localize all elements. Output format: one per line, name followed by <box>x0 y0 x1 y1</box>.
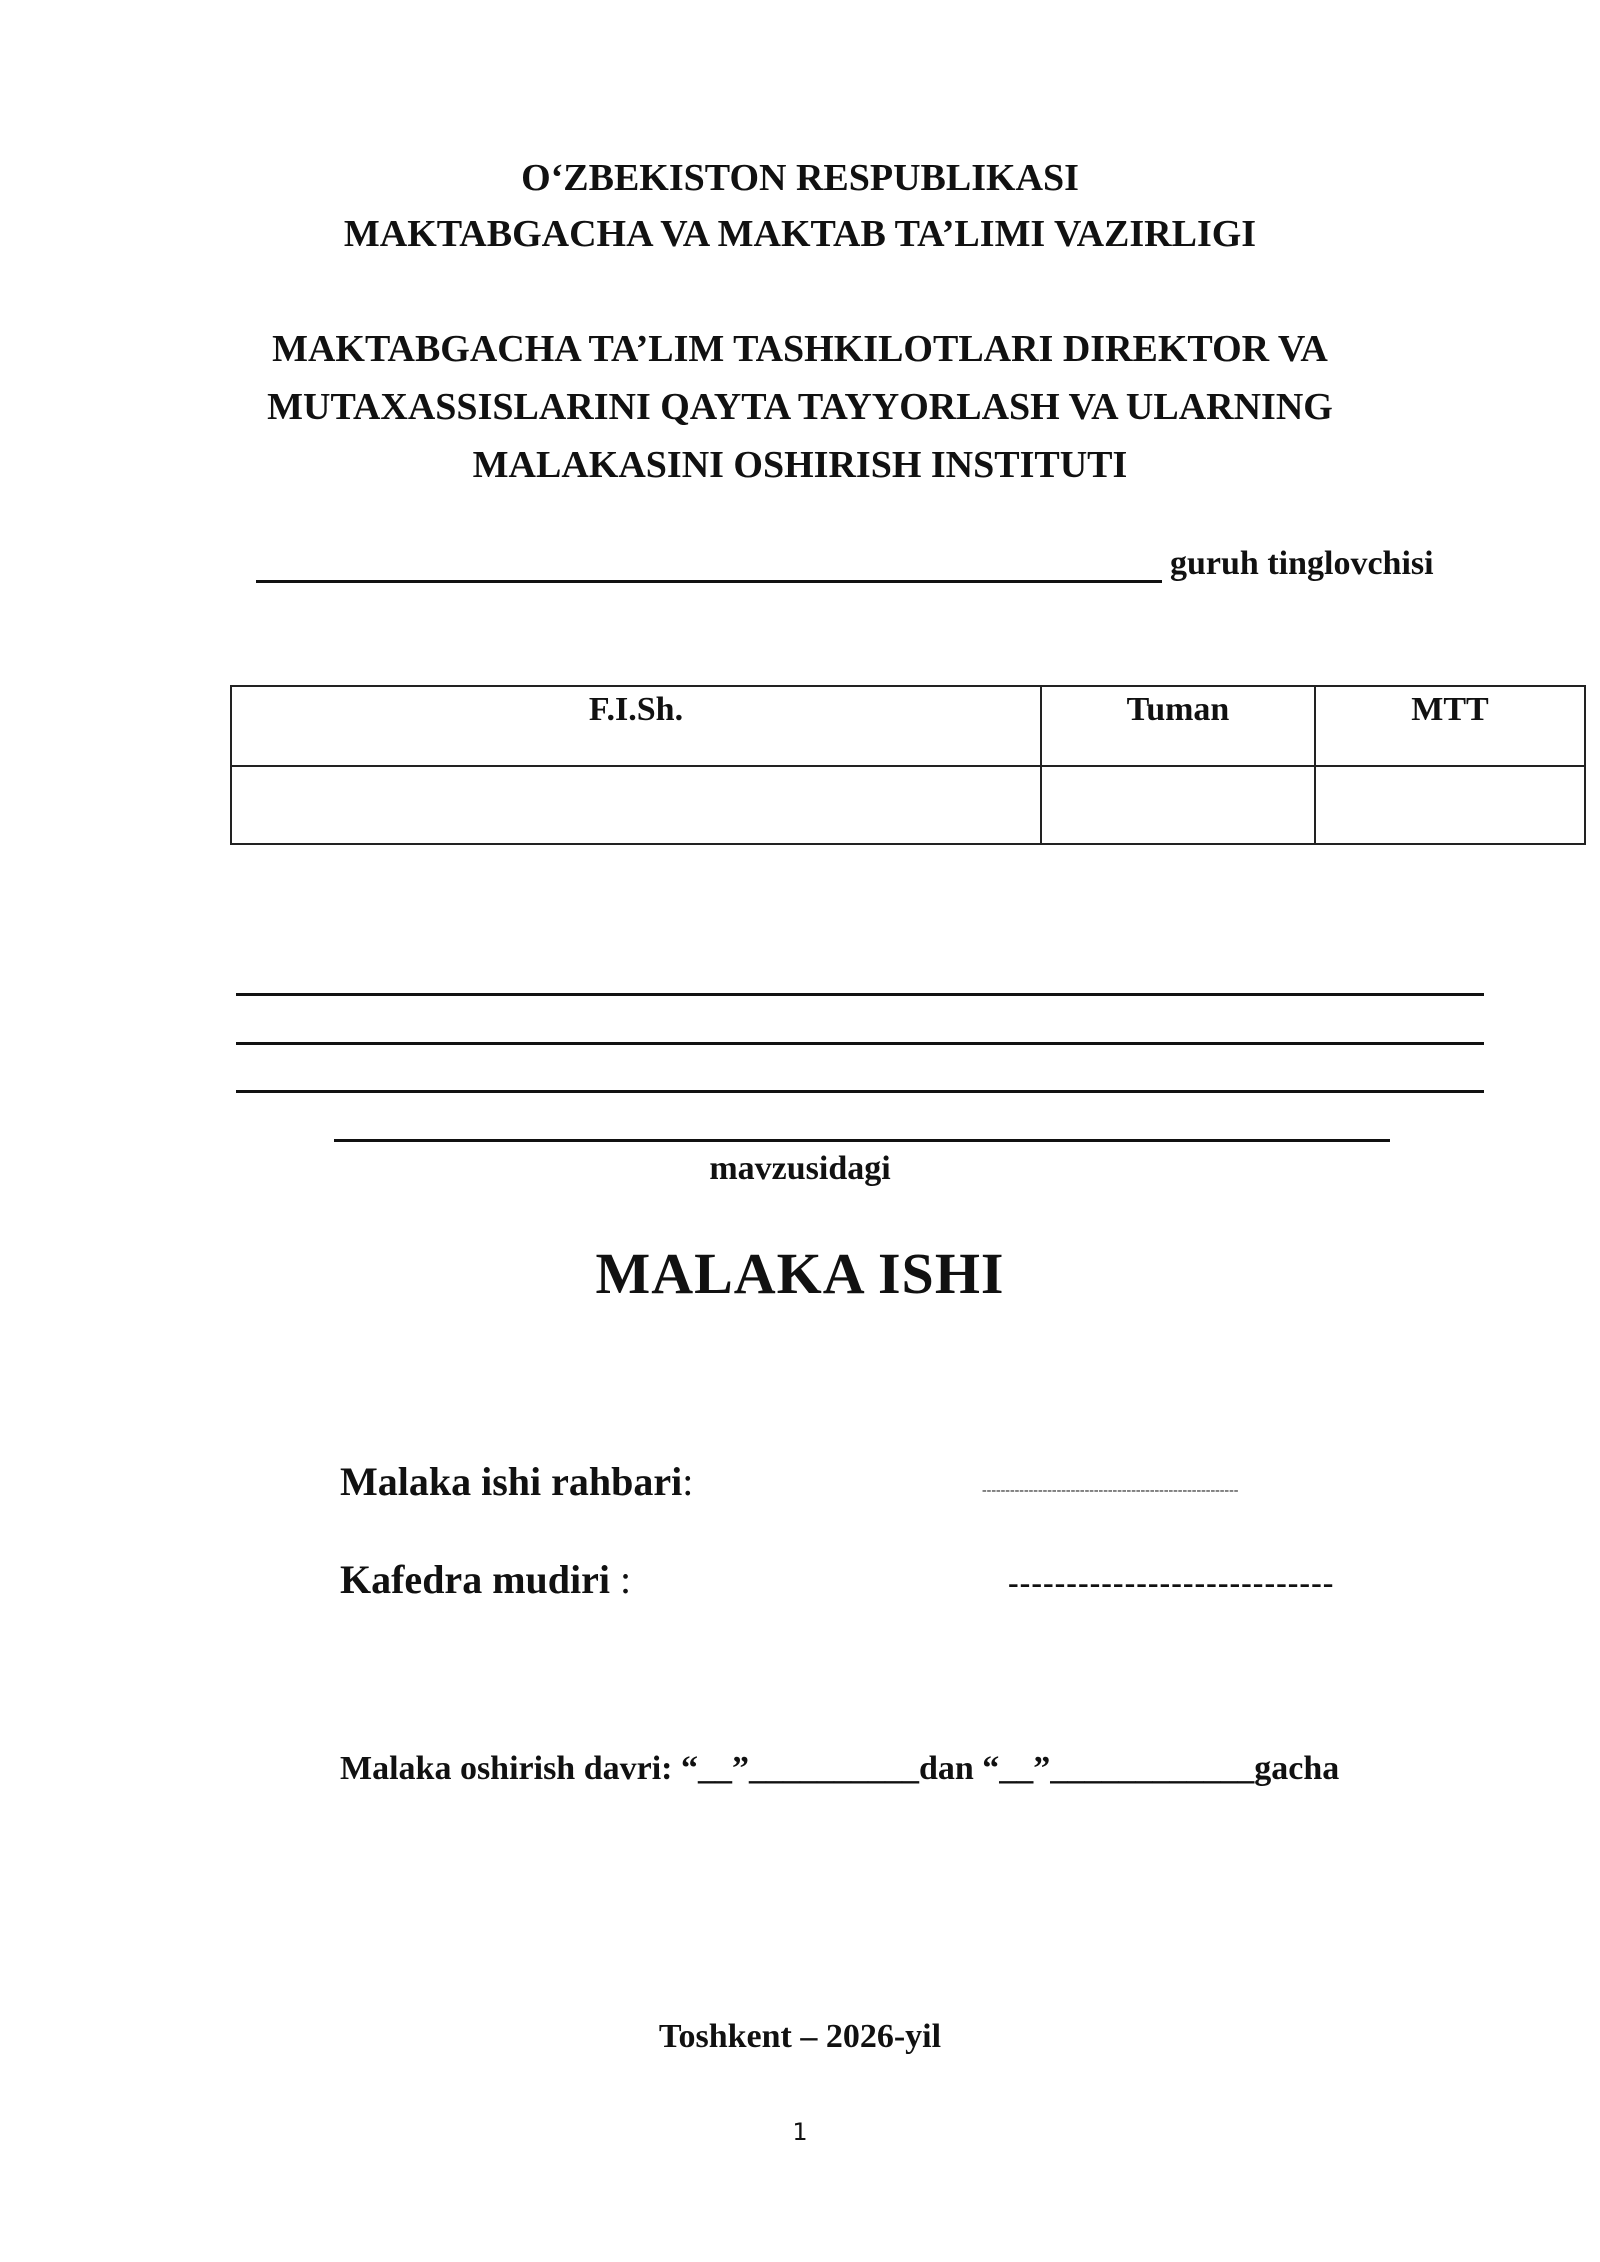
head-colon: : <box>609 1557 632 1602</box>
cell-fish[interactable] <box>231 766 1041 844</box>
table-header-row <box>231 686 1585 766</box>
supervisor-colon: : <box>682 1459 694 1504</box>
topic-line-4[interactable] <box>334 1139 1390 1142</box>
supervisor-signature-dashes[interactable]: ------------------------------------------------------- <box>982 1483 1239 1498</box>
column-header-fish: F.I.Sh. <box>231 686 1041 766</box>
training-period: Malaka oshirish davri: “__”__________dan “__”____________gacha <box>340 1750 1340 1787</box>
topic-caption: mavzusidagi <box>709 1150 891 1187</box>
ministry-line-1: O‘ZBEKISTON RESPUBLIKASI <box>521 157 1079 199</box>
city-year: Toshkent – 2026-yil <box>658 2018 942 2055</box>
institute-line-2: MUTAXASSISLARINI QAYTA TAYYORLASH VA ULARNING <box>267 386 1333 428</box>
table-row <box>231 766 1585 844</box>
student-info-table <box>230 685 1586 845</box>
column-header-tuman: Tuman <box>1041 686 1315 766</box>
supervisor-row <box>340 1458 693 1505</box>
topic-line-3[interactable] <box>236 1090 1484 1093</box>
cell-tuman[interactable] <box>1041 766 1315 844</box>
topic-line-1[interactable] <box>236 993 1484 996</box>
institute-line-1: MAKTABGACHA TA’LIM TASHKILOTLARI DIREKTOR VA <box>272 328 1328 370</box>
head-signature-dashes[interactable]: ---------------------------- <box>1008 1564 1335 1600</box>
ministry-line-2: MAKTABGACHA VA MAKTAB TA’LIMI VAZIRLIGI <box>343 213 1257 255</box>
head-row <box>340 1556 631 1603</box>
head-label: Kafedra mudiri <box>340 1557 610 1602</box>
topic-line-2[interactable] <box>236 1042 1484 1045</box>
page-number: 1 <box>792 2118 808 2146</box>
document-title: MALAKA ISHI <box>595 1241 1005 1306</box>
group-blank-line[interactable] <box>256 580 1162 583</box>
cell-mtt[interactable] <box>1315 766 1585 844</box>
column-header-mtt: MTT <box>1315 686 1585 766</box>
supervisor-label: Malaka ishi rahbari <box>340 1459 683 1504</box>
group-label: guruh tinglovchisi <box>1170 545 1434 582</box>
institute-line-3: MALAKASINI OSHIRISH INSTITUTI <box>472 444 1128 486</box>
